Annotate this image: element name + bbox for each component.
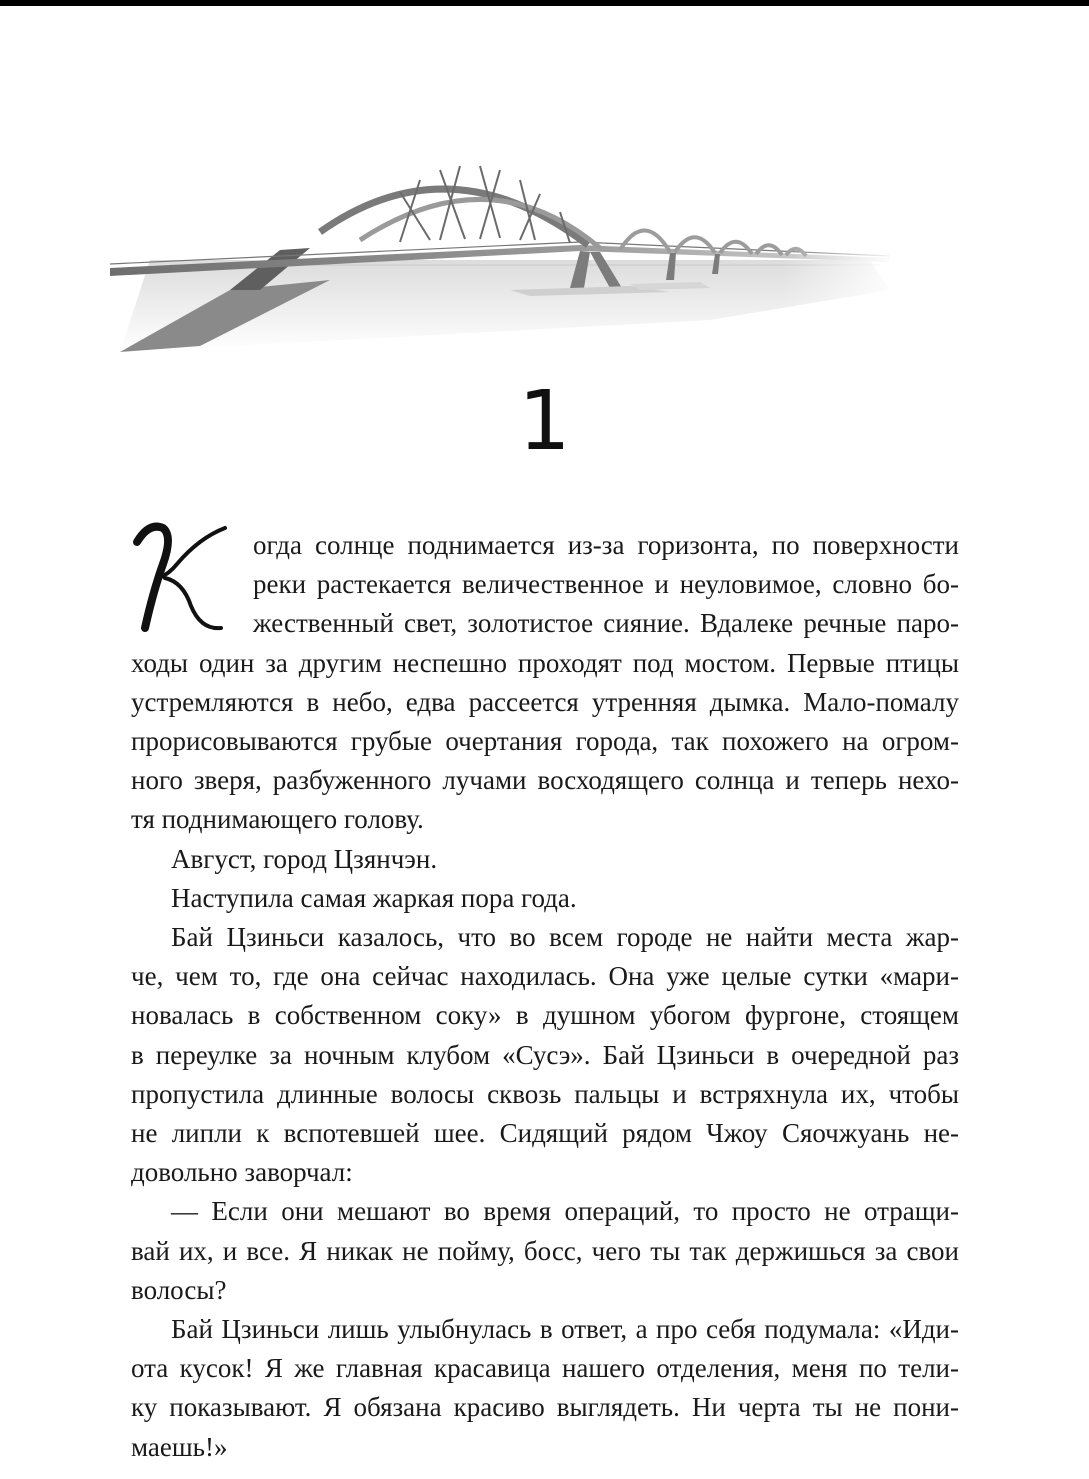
- text-line: Бай Цзиньси лишь улыбнулась в ответ, а про себя подумала: «Иди-: [171, 1314, 959, 1345]
- drop-cap-letter: [129, 520, 237, 638]
- chapter-number: 1: [518, 374, 571, 469]
- text-line: — Если они мешают во время операций, то просто не отращи-: [171, 1196, 959, 1227]
- text-line: прорисовываются грубые очертания города, так похожего на огром-: [131, 726, 959, 757]
- text-line: устремляются в небо, едва рассеется утренняя дымка. Мало-помалу: [131, 686, 959, 717]
- text-line: Наступила самая жаркая пора года.: [171, 882, 577, 913]
- text-line: ку показывают. Я обязана красиво выглядеть. Ни черта ты не пони-: [131, 1392, 959, 1423]
- text-line: че, чем то, где она сейчас находилась. Она уже целые сутки «мари-: [131, 961, 959, 992]
- text-line: ота кусок! Я же главная красавица нашего отделения, меня по тели-: [131, 1353, 959, 1384]
- text-line: вай их, и все. Я никак не пойму, босс, чего ты так держишься за свои: [131, 1235, 959, 1266]
- text-line: маешь!»: [131, 1431, 228, 1462]
- text-line: Бай Цзиньси казалось, что во всем городе не найти места жар-: [171, 922, 959, 953]
- text-line: Август, город Цзянчэн.: [171, 843, 438, 874]
- text-line: волосы?: [131, 1274, 227, 1305]
- text-line: не липли к вспотевшей шее. Сидящий рядом Чжоу Сяочжуань не-: [131, 1118, 959, 1149]
- top-rule: [0, 0, 1089, 6]
- text-line: ходы один за другим неспешно проходят под мостом. Первые птицы: [131, 647, 959, 678]
- text-line: огда солнце поднимается из-за горизонта, по поверхности: [253, 530, 959, 560]
- text-line: пропустила длинные волосы сквозь пальцы и встряхнула их, чтобы: [131, 1078, 959, 1109]
- text-line: новалась в собственном соку» в душном убогом фургоне, стоящем: [131, 1000, 959, 1031]
- chapter-text: [131, 526, 959, 1467]
- text-line: в переулке за ночным клубом «Сусэ». Бай Цзиньси в очередной раз: [131, 1039, 959, 1070]
- text-line: довольно заворчал:: [131, 1157, 353, 1188]
- text-line: жественный свет, золотистое сияние. Вдалеке речные паро-: [253, 608, 959, 639]
- text-line: ного зверя, разбуженного лучами восходящего солнца и теперь нехо-: [131, 765, 959, 796]
- text-line: реки растекается величественное и неуловимое, словно бо-: [253, 569, 959, 600]
- text-line: тя поднимающего голову.: [131, 804, 424, 835]
- bridge-illustration: [110, 140, 900, 370]
